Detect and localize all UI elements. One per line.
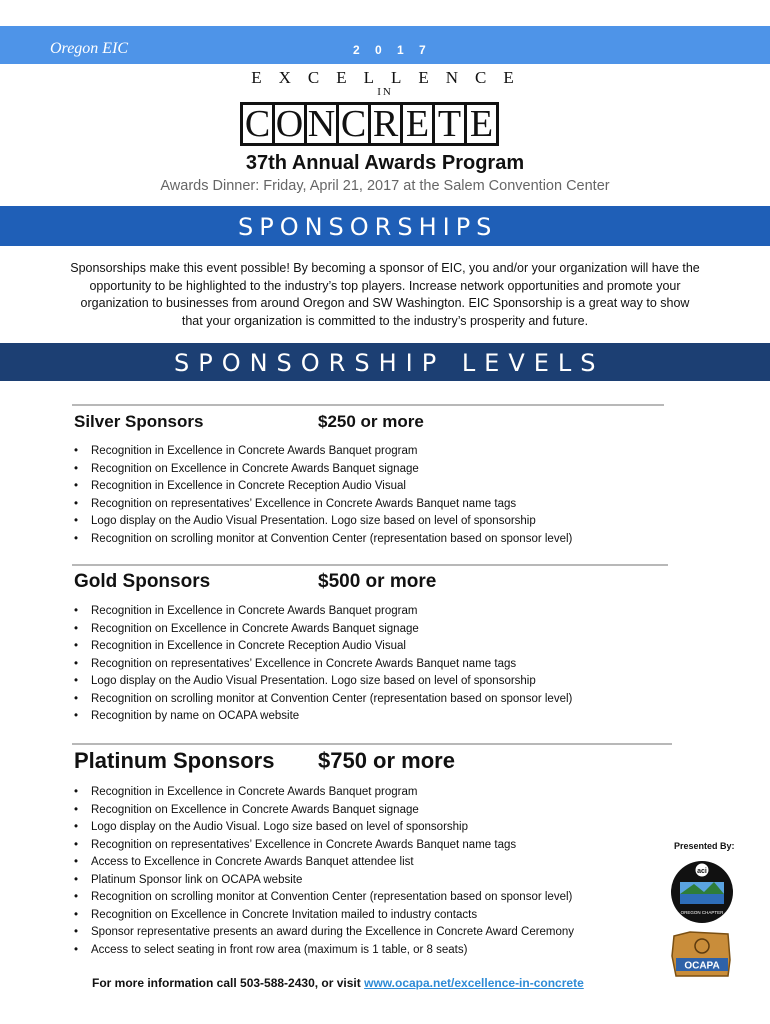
- silver-benefits-list: [74, 443, 572, 548]
- intro-line: that your organization is committed to the industry’s prosperity and future.: [181, 313, 589, 328]
- logo-letter: T: [432, 102, 467, 146]
- aci-caption: OREGON CHAPTER: [680, 910, 724, 915]
- list-item: • Recognition in Excellence in Concrete Awards Banquet program: [74, 784, 574, 802]
- brand-name: Oregon EIC: [50, 40, 129, 57]
- intro-line: Sponsorships make this event possible! By becoming a sponsor of EIC, you and/or your organization will have the: [70, 261, 700, 275]
- list-item: • Sponsor representative presents an award during the Excellence in Concrete Award Ceremony: [74, 924, 574, 942]
- silver-level-name: Silver Sponsors: [74, 412, 204, 431]
- platinum-level-price: $750 or more: [318, 748, 455, 773]
- sponsorships-intro: [28, 260, 742, 330]
- header-bar: [0, 26, 770, 64]
- list-item: • Recognition on scrolling monitor at Convention Center (representation based on sponsor level): [74, 691, 572, 709]
- list-item: • Recognition in Excellence in Concrete Awards Banquet program: [74, 443, 572, 461]
- list-item: • Recognition by name on OCAPA website: [74, 708, 572, 726]
- list-item: • Access to select seating in front row area (maximum is 1 table, or 8 seats): [74, 942, 574, 960]
- logo-letter: N: [304, 102, 339, 146]
- list-item: • Recognition on Excellence in Concrete Awards Banquet signage: [74, 621, 572, 639]
- gold-level-name: Gold Sponsors: [74, 571, 211, 592]
- logo-in-text: IN: [377, 86, 393, 98]
- list-item: • Logo display on the Audio Visual Presentation. Logo size based on level of sponsorship: [74, 513, 572, 531]
- intro-line: opportunity to be highlighted to the industry’s top players. Increase network opportunities and promote your: [89, 278, 681, 293]
- program-title: 37th Annual Awards Program: [245, 152, 525, 174]
- logo-letter: C: [336, 102, 371, 146]
- logo-excellence-text: EXCELLENCE: [251, 68, 531, 87]
- platinum-level-name: Platinum Sponsors: [74, 748, 275, 773]
- aci-text: aci: [697, 868, 707, 875]
- aci-oregon-chapter-logo: [670, 860, 734, 924]
- logo-letter: E: [400, 102, 435, 146]
- silver-level-price: $250 or more: [318, 412, 424, 431]
- list-item: • Recognition on scrolling monitor at Convention Center (representation based on sponsor level): [74, 531, 572, 549]
- list-item: • Recognition in Excellence in Concrete Awards Banquet program: [74, 603, 572, 621]
- list-item: • Recognition on Excellence in Concrete Awards Banquet signage: [74, 461, 572, 479]
- divider: [72, 564, 668, 566]
- list-item: • Recognition on representatives’ Excellence in Concrete Awards Banquet name tags: [74, 837, 574, 855]
- logo-letter: R: [368, 102, 403, 146]
- list-item: • Recognition on representatives’ Excellence in Concrete Awards Banquet name tags: [74, 656, 572, 674]
- list-item: • Recognition on Excellence in Concrete Invitation mailed to industry contacts: [74, 907, 574, 925]
- footer-contact: [92, 976, 584, 990]
- gold-level-price: $500 or more: [318, 571, 437, 592]
- list-item: • Logo display on the Audio Visual Presentation. Logo size based on level of sponsorship: [74, 673, 572, 691]
- list-item: • Logo display on the Audio Visual. Logo size based on level of sponsorship: [74, 819, 574, 837]
- ocapa-text: OCAPA: [684, 960, 720, 972]
- platinum-benefits-list: [74, 784, 574, 959]
- sponsorship-levels-heading: SPONSORSHIP LEVELS: [0, 343, 770, 381]
- list-item: • Platinum Sponsor link on OCAPA website: [74, 872, 574, 890]
- ocapa-logo: [670, 930, 734, 980]
- logo-letter: O: [272, 102, 307, 146]
- list-item: • Recognition in Excellence in Concrete Reception Audio Visual: [74, 638, 572, 656]
- dinner-info: Awards Dinner: Friday, April 21, 2017 at the Salem Convention Center: [160, 178, 610, 194]
- logo-concrete-word: [240, 102, 496, 146]
- presented-by-label: Presented By:: [674, 841, 735, 851]
- list-item: • Access to Excellence in Concrete Awards Banquet attendee list: [74, 854, 574, 872]
- logo-letter: E: [464, 102, 499, 146]
- divider: [72, 743, 672, 745]
- list-item: • Recognition in Excellence in Concrete Reception Audio Visual: [74, 478, 572, 496]
- list-item: • Recognition on representatives’ Excellence in Concrete Awards Banquet name tags: [74, 496, 572, 514]
- sponsorships-heading: SPONSORSHIPS: [0, 206, 770, 246]
- ocapa-website-link[interactable]: www.ocapa.net/excellence-in-concrete: [364, 976, 584, 990]
- footer-text: For more information call 503-588-2430, or visit: [92, 976, 365, 990]
- intro-line: organization to businesses from around Oregon and SW Washington. EIC Sponsorship is a great way to show: [80, 296, 690, 310]
- gold-benefits-list: [74, 603, 572, 726]
- event-year: 2 0 1 7: [353, 43, 432, 57]
- divider: [72, 404, 664, 406]
- list-item: • Recognition on Excellence in Concrete Awards Banquet signage: [74, 802, 574, 820]
- excellence-in-concrete-logo: [232, 66, 538, 178]
- logo-letter: C: [240, 102, 275, 146]
- list-item: • Recognition on scrolling monitor at Convention Center (representation based on sponsor level): [74, 889, 574, 907]
